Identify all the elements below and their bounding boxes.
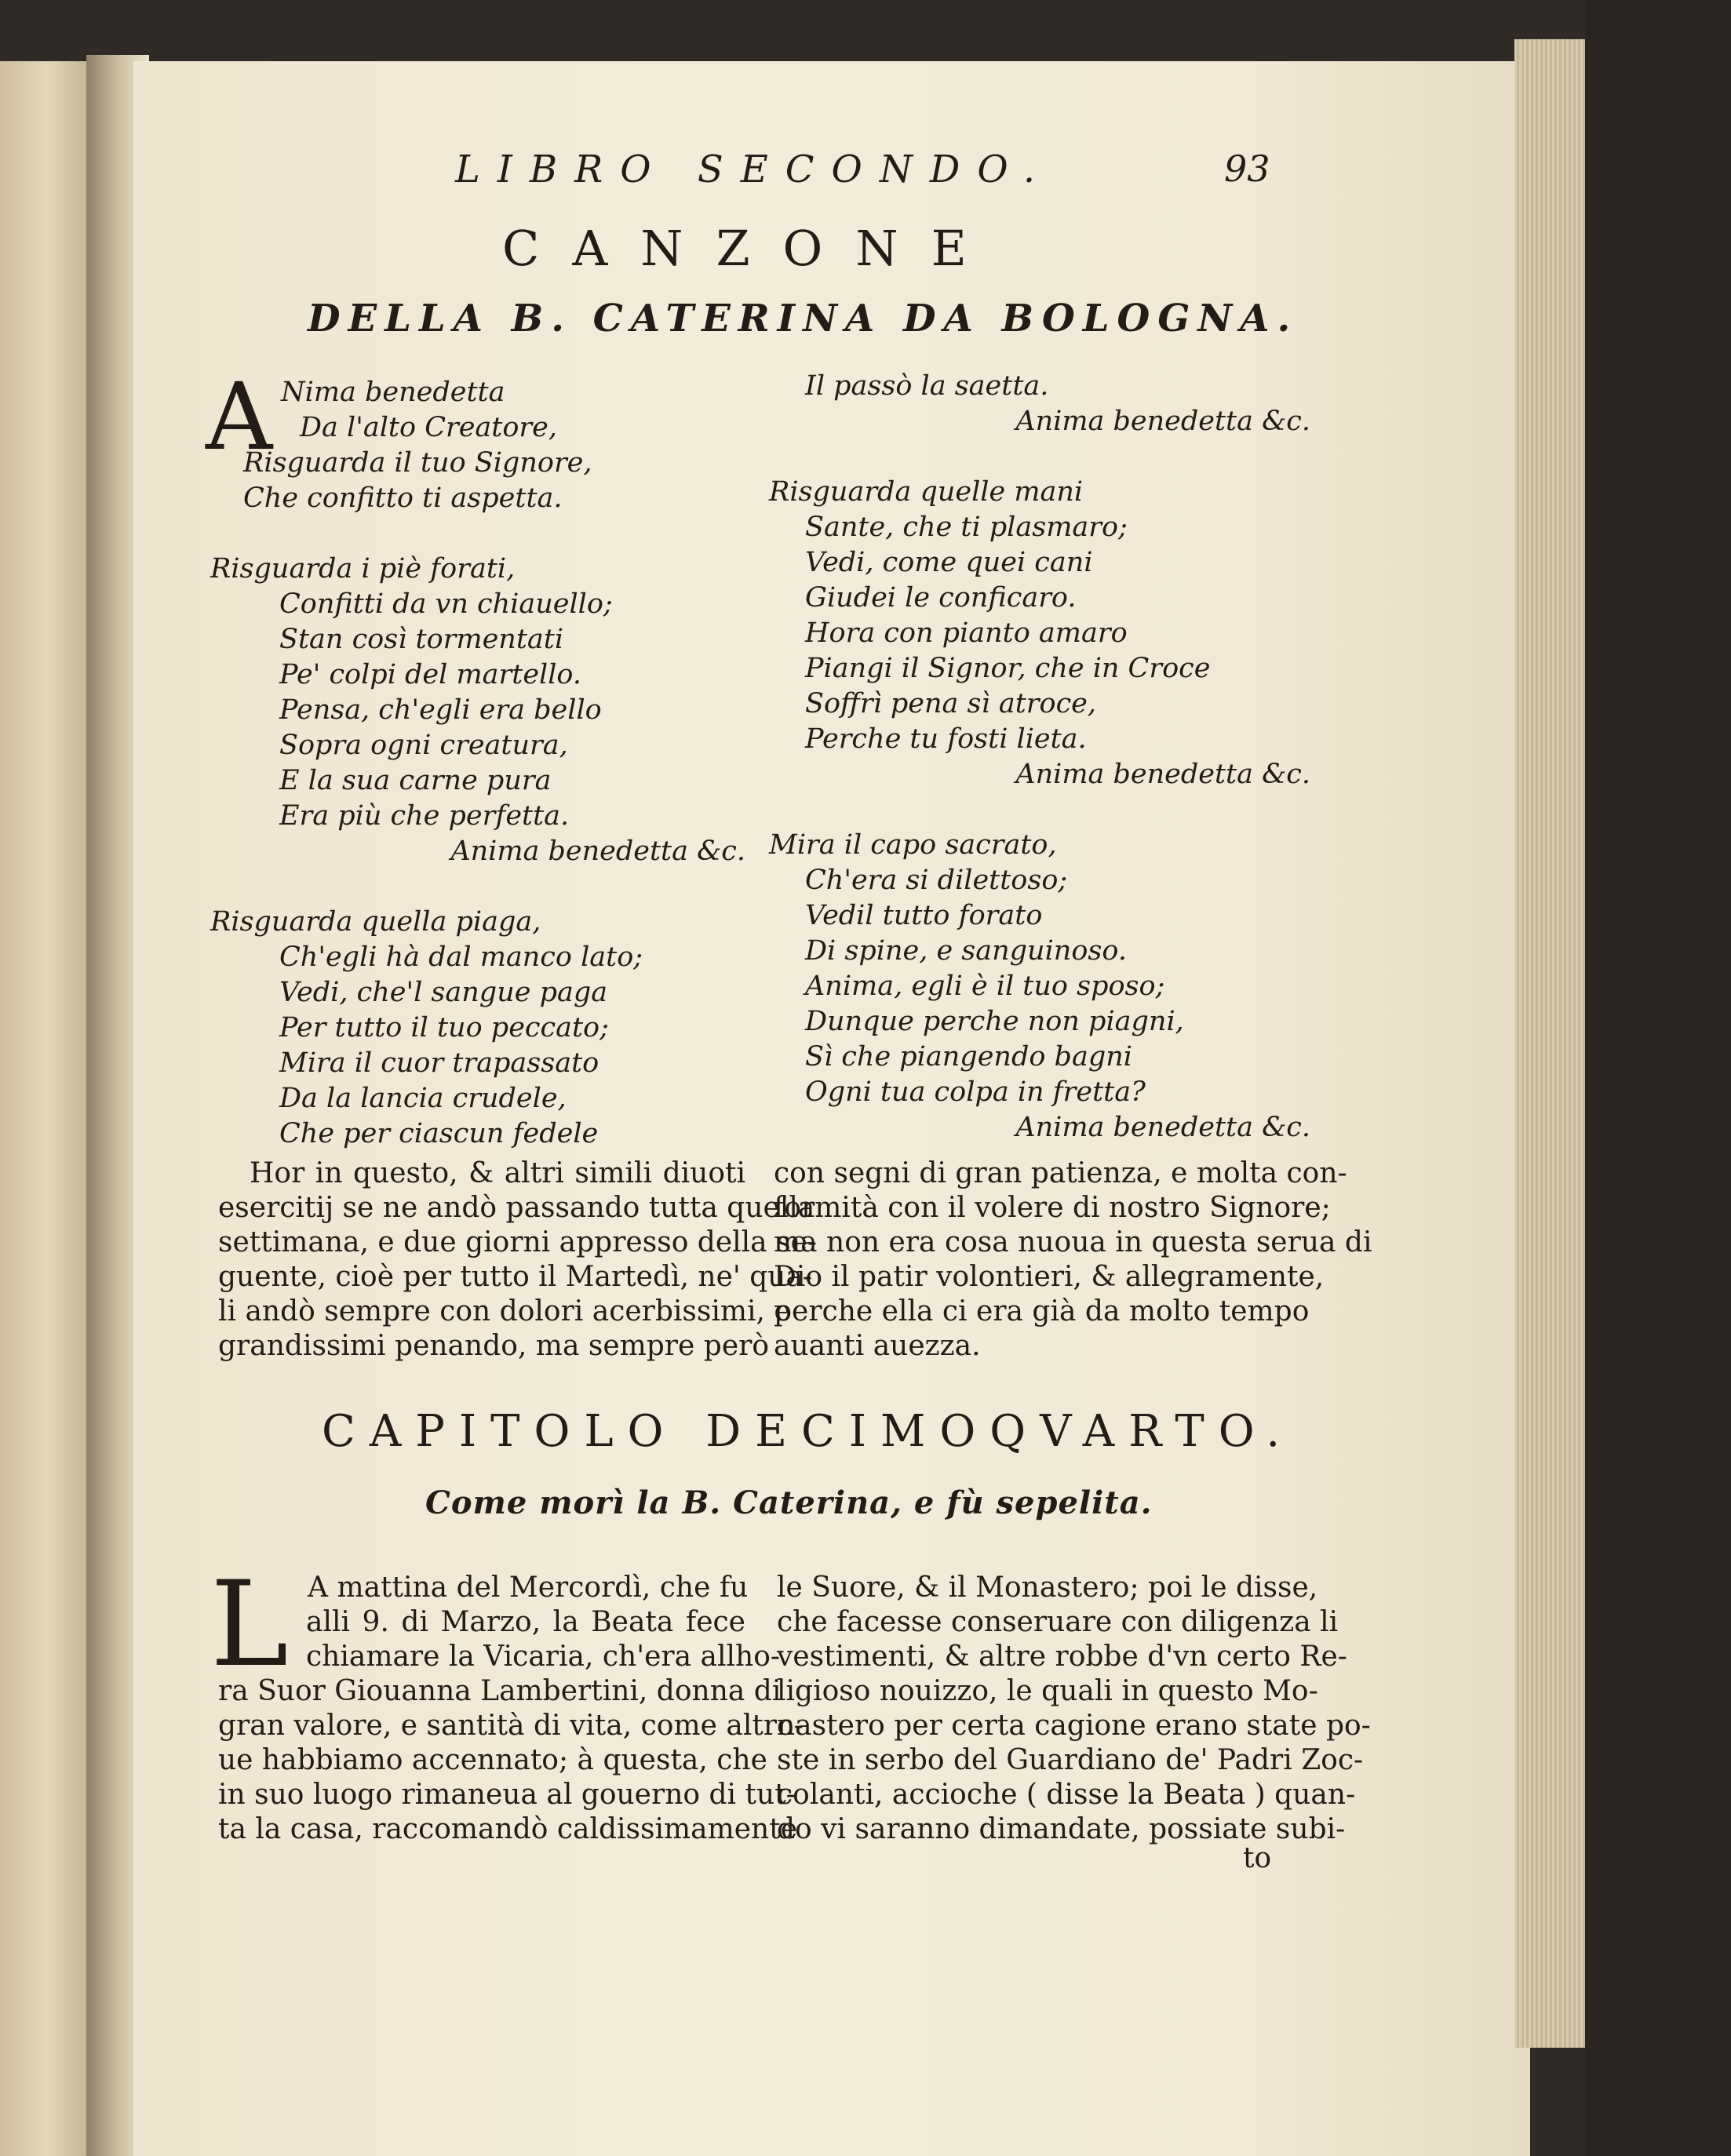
stanza-break xyxy=(243,516,745,552)
drop-initial-a: A xyxy=(206,362,273,471)
poem-line: Nima benedetta xyxy=(281,377,505,408)
poem-line: Che confitto ti aspetta. xyxy=(243,483,563,514)
prose-line: auanti auezza. xyxy=(774,1330,981,1362)
stanza-break xyxy=(769,439,1310,475)
drop-initial-l: L xyxy=(210,1557,289,1693)
prose-line: ma non era cosa nuoua in questa serua di xyxy=(774,1226,1372,1258)
poem-line: Pensa, ch'egli era bello xyxy=(279,694,602,726)
page-edges xyxy=(1514,39,1585,2048)
prose-line: grandissimi penando, ma sempre però xyxy=(218,1330,769,1362)
prose-line: formità con il volere di nostro Signore; xyxy=(774,1192,1331,1224)
poem-line: Vedil tutto forato xyxy=(805,900,1043,931)
poem-line: Risguarda il tuo Signore, xyxy=(243,447,592,479)
prose-right-column-2 xyxy=(777,1571,1371,1847)
stanza-break xyxy=(243,869,745,905)
catchword: to xyxy=(1243,1842,1272,1874)
prose-line: ta la casa, raccomandò caldissimamente xyxy=(218,1813,798,1845)
poem-line: Confitti da vn chiauello; xyxy=(279,588,613,620)
poem-line: Dunque perche non piagni, xyxy=(805,1006,1184,1037)
poem-line: Pe' colpi del martello. xyxy=(279,659,581,690)
prose-line: settimana, e due giorni appresso della se- xyxy=(218,1226,818,1258)
prose-line: ste in serbo del Guardiano de' Padri Zoc- xyxy=(777,1744,1364,1776)
poem-line: Giudei le conficaro. xyxy=(805,582,1077,614)
refrain-line: Anima benedetta &c. xyxy=(1015,1112,1310,1143)
prose-line: guente, cioè per tutto il Martedì, ne' qua- xyxy=(218,1261,813,1293)
poem-line: Da la lancia crudele, xyxy=(279,1083,567,1114)
prose-line: Dio il patir volontieri, & allegramente, xyxy=(774,1261,1325,1293)
poem-line: Ogni tua colpa in fretta? xyxy=(805,1076,1146,1108)
prose-line: ue habbiamo accennato; à questa, che xyxy=(218,1744,767,1776)
prose-right-column xyxy=(774,1156,1372,1364)
prose-line: Hor in questo, & altri simili diuoti xyxy=(250,1157,745,1189)
poem-right-column xyxy=(769,369,1310,1145)
poem-line: Mira il capo sacrato, xyxy=(769,829,1057,861)
prose-line: do vi saranno dimandate, possiate subi- xyxy=(777,1813,1346,1845)
prose-line: alli 9. di Marzo, la Beata fece xyxy=(306,1606,745,1638)
poem-line: Risguarda quella piaga, xyxy=(210,906,541,938)
poem-line: Hora con pianto amaro xyxy=(805,617,1128,649)
refrain-line: Anima benedetta &c. xyxy=(1015,406,1310,437)
prose-line: con segni di gran patienza, e molta con- xyxy=(774,1157,1347,1189)
prose-line: ligioso nouizzo, le quali in questo Mo- xyxy=(777,1675,1318,1707)
poem-line: Risguarda i piè forati, xyxy=(210,553,516,585)
prose-line: esercitij se ne andò passando tutta quella xyxy=(218,1192,815,1224)
poem-line: Sante, che ti plasmaro; xyxy=(805,512,1128,543)
prose-left-column xyxy=(218,1156,818,1364)
poem-line: Perche tu fosti lieta. xyxy=(805,723,1087,755)
prose-line: chiamare la Vicaria, ch'era allho- xyxy=(306,1641,781,1673)
section-title: CANZONE xyxy=(502,220,1000,277)
poem-line: Ch'era si dilettoso; xyxy=(805,865,1068,896)
prose-line: A mattina del Mercordì, che fu xyxy=(308,1571,749,1604)
prose-line: gran valore, e santità di vita, come altro- xyxy=(218,1710,804,1742)
poem-line: Per tutto il tuo peccato; xyxy=(279,1012,609,1043)
prose-left-column-2 xyxy=(218,1571,804,1847)
prose-line: colanti, accioche ( disse la Beata ) quan- xyxy=(777,1779,1356,1811)
background xyxy=(1585,0,1731,2156)
page-number: 93 xyxy=(1224,147,1270,190)
poem-line: Da l'alto Creatore, xyxy=(300,412,557,443)
running-head: LIBRO SECONDO. xyxy=(455,147,1053,191)
prose-line: perche ella ci era già da molto tempo xyxy=(774,1295,1310,1327)
prose-line: vestimenti, & altre robbe d'vn certo Re- xyxy=(777,1641,1347,1673)
poem-line: Stan così tormentati xyxy=(279,624,564,655)
poem-line: Anima, egli è il tuo sposo; xyxy=(805,971,1165,1002)
poem-line: Sì che piangendo bagni xyxy=(805,1041,1132,1073)
poem-line: Sopra ogni creatura, xyxy=(279,730,568,761)
poem-line: Risguarda quelle mani xyxy=(769,476,1084,508)
refrain-line: Anima benedetta &c. xyxy=(450,836,745,867)
prose-line: le Suore, & il Monastero; poi le disse, xyxy=(777,1571,1318,1604)
prose-line: ra Suor Giouanna Lambertini, donna di xyxy=(218,1675,782,1707)
poem-line: Di spine, e sanguinoso. xyxy=(805,935,1127,967)
poem-line: Soffrì pena sì atroce, xyxy=(805,688,1097,719)
poem-line: Il passò la saetta. xyxy=(805,370,1049,402)
poem-line: Ch'egli hà dal manco lato; xyxy=(279,941,643,973)
poem-line: Che per ciascun fedele xyxy=(279,1118,599,1149)
facing-page-edge xyxy=(0,61,94,2156)
chapter-subtitle: Come morì la B. Caterina, e fù sepelita. xyxy=(425,1484,1153,1521)
poem-left-column xyxy=(210,375,745,1152)
poem-line: E la sua carne pura xyxy=(279,765,552,796)
prose-line: che facesse conseruare con diligenza li xyxy=(777,1606,1339,1638)
poem-line: Vedi, che'l sangue paga xyxy=(279,977,608,1008)
poem-line: Piangi il Signor, che in Croce xyxy=(805,653,1211,684)
refrain-line: Anima benedetta &c. xyxy=(1015,759,1310,790)
stanza-break xyxy=(769,792,1310,828)
poem-line: Era più che perfetta. xyxy=(279,800,570,832)
prose-line: li andò sempre con dolori acerbissimi, e xyxy=(218,1295,791,1327)
prose-line: in suo luogo rimaneua al gouerno di tut- xyxy=(218,1779,796,1811)
poem-line: Mira il cuor trapassato xyxy=(279,1047,599,1079)
prose-line: nastero per certa cagione erano state po- xyxy=(777,1710,1371,1742)
section-subtitle: DELLA B. CATERINA DA BOLOGNA. xyxy=(308,297,1299,341)
poem-line: Vedi, come quei cani xyxy=(805,547,1093,578)
chapter-title: CAPITOLO DECIMOQVARTO. xyxy=(322,1406,1295,1457)
